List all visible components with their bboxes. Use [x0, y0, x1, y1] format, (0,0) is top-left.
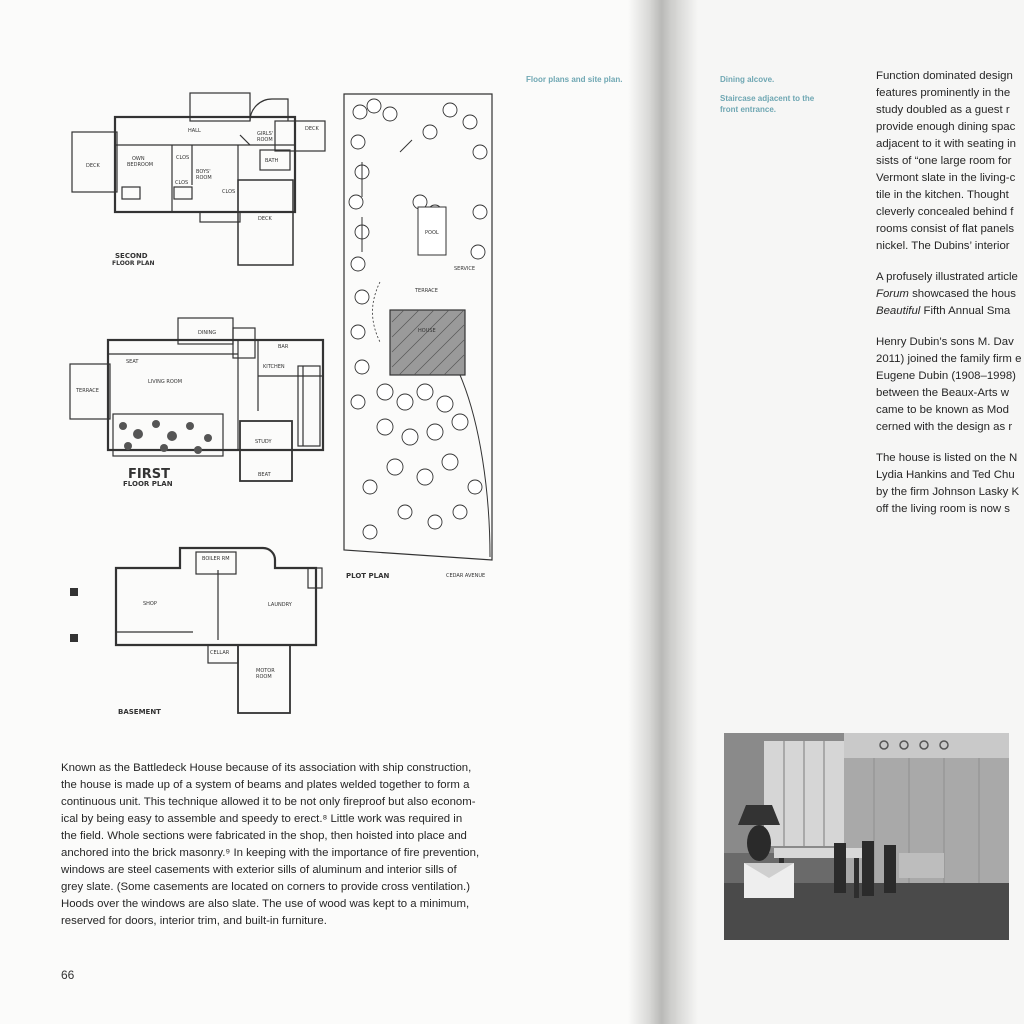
second-floor-plan	[60, 85, 335, 270]
text-line	[876, 303, 1024, 320]
caption-staircase	[720, 91, 814, 117]
italic-title: Forum	[876, 288, 909, 300]
text-line: 2011) joined the family firm e	[876, 353, 1022, 365]
text-line: adjacent to it with seating in	[876, 138, 1016, 150]
room-label: STUDY	[255, 439, 272, 445]
room-label: BEDROOM	[127, 162, 154, 168]
text-line: tile in the kitchen. Thought	[876, 189, 1009, 201]
basement-label: BASEMENT	[118, 708, 161, 716]
book-gutter	[628, 0, 698, 1024]
window-mark	[70, 634, 78, 642]
left-body-text	[61, 760, 479, 930]
basement-plan	[68, 540, 338, 720]
photo-image	[724, 733, 1009, 940]
room-label: DECK	[258, 216, 272, 222]
paragraph	[876, 269, 1024, 320]
text-line: the field. Whole sections were fabricated in the shop, then hoisted into place and	[61, 830, 467, 842]
text-line: Vermont slate in the living-c	[876, 172, 1016, 184]
room-label: ROOM	[257, 137, 273, 143]
room-label: LIVING ROOM	[148, 379, 183, 385]
text-line	[876, 286, 1024, 303]
text-line: Henry Dubin’s sons M. Dav	[876, 336, 1014, 348]
caption-staircase-line: front entrance.	[720, 105, 777, 114]
text-line: cerned with the design as r	[876, 421, 1013, 433]
room-label: CLOS	[175, 180, 189, 186]
text-line: between the Beaux-Arts w	[876, 387, 1009, 399]
text-line: ical by being easy to assemble and speedy to erect.⁸ Little work was required in	[61, 813, 463, 825]
caption-dining: Dining alcove.	[720, 75, 775, 84]
first-floor-label: FIRST	[128, 467, 170, 482]
text-line: reserved for doors, interior trim, and built-in furniture.	[61, 915, 327, 927]
plot-pool-label: POOL	[425, 230, 439, 236]
text-line: sists of “one large room for	[876, 155, 1012, 167]
room-label: CLOS	[176, 155, 190, 161]
text-line: continuous unit. This technique allowed it to be not only fireproof but also econom-	[61, 796, 476, 808]
room-label: GIRLS'	[257, 131, 274, 137]
plot-terrace-label: TERRACE	[415, 288, 438, 294]
room-label: BAR	[278, 344, 289, 350]
text-line: A profusely illustrated article	[876, 271, 1018, 283]
room-label: ROOM	[196, 175, 212, 181]
room-label: KITCHEN	[263, 364, 285, 370]
room-label: DINING	[198, 330, 217, 336]
room-label: OWN	[132, 156, 145, 162]
text-line: windows are steel casements with exterior sills of aluminum and interior sills of	[61, 864, 457, 876]
text-line: by the firm Johnson Lasky K	[876, 486, 1020, 498]
text-line: Known as the Battledeck House because of its association with ship construction,	[61, 762, 472, 774]
text-run: Fifth Annual Sma	[920, 305, 1011, 317]
room-label: BATH	[265, 158, 279, 164]
text-line: Lydia Hankins and Ted Chu	[876, 469, 1015, 481]
room-label: MOTOR	[256, 668, 275, 674]
first-floor-label: FLOOR PLAN	[123, 480, 173, 488]
paragraph	[876, 68, 1024, 255]
right-body-text	[876, 68, 1024, 532]
room-label: BOILER RM	[202, 556, 230, 562]
room-label: DECK	[305, 126, 319, 132]
text-line: Function dominated design	[876, 70, 1013, 82]
text-line: Hoods over the windows are also slate. The use of wood was kept to a minimum,	[61, 898, 470, 910]
text-line: provide enough dining spac	[876, 121, 1016, 133]
caption-staircase-line: Staircase adjacent to the	[720, 94, 815, 103]
room-label: TERRACE	[76, 388, 99, 394]
text-line: grey slate. (Some casements are located on corners to provide cross ventilation.)	[61, 881, 470, 893]
room-label: SEAT	[126, 359, 139, 365]
text-line: study doubled as a guest r	[876, 104, 1010, 116]
text-line: anchored into the brick masonry.⁹ In keeping with the importance of fire prevention,	[61, 847, 480, 859]
room-label: LAUNDRY	[268, 602, 292, 608]
room-label: CLOS	[222, 189, 236, 195]
text-line: features prominently in the	[876, 87, 1011, 99]
room-label: SHOP	[143, 601, 157, 607]
text-line: nickel. The Dubins’ interior	[876, 240, 1010, 252]
italic-title: Beautiful	[876, 305, 921, 317]
plot-plan	[340, 92, 500, 582]
room-label: CELLAR	[210, 650, 230, 656]
text-line: rooms consist of flat panels	[876, 223, 1015, 235]
text-line: Eugene Dubin (1908–1998)	[876, 370, 1016, 382]
room-label: HALL	[188, 128, 201, 134]
text-line: cleverly concealed behind f	[876, 206, 1014, 218]
dining-alcove-photo	[724, 733, 1009, 940]
window-mark	[70, 588, 78, 596]
plot-plan-label: PLOT PLAN	[346, 572, 390, 580]
text-run: showcased the hous	[908, 288, 1016, 300]
room-label: DECK	[86, 163, 100, 169]
room-label: ROOM	[256, 674, 272, 680]
room-label: BEAT	[258, 472, 271, 478]
text-line: The house is listed on the N	[876, 452, 1018, 464]
room-label: BOYS'	[196, 169, 211, 175]
second-floor-label: FLOOR PLAN	[112, 260, 155, 267]
text-line: the house is made up of a system of beams and plates welded together to form a	[61, 779, 470, 791]
plot-service-label: SERVICE	[454, 266, 476, 272]
paragraph	[876, 450, 1024, 518]
first-floor-plan	[68, 316, 330, 491]
plot-street-label: CEDAR AVENUE	[446, 573, 486, 579]
paragraph	[876, 334, 1024, 436]
page-number: 66	[61, 968, 75, 982]
plot-house-label: HOUSE	[418, 328, 436, 334]
second-floor-label: SECOND	[115, 252, 148, 260]
text-line: off the living room is now s	[876, 503, 1011, 515]
text-line: came to be known as Mod	[876, 404, 1009, 416]
caption-plans: Floor plans and site plan.	[526, 75, 623, 84]
